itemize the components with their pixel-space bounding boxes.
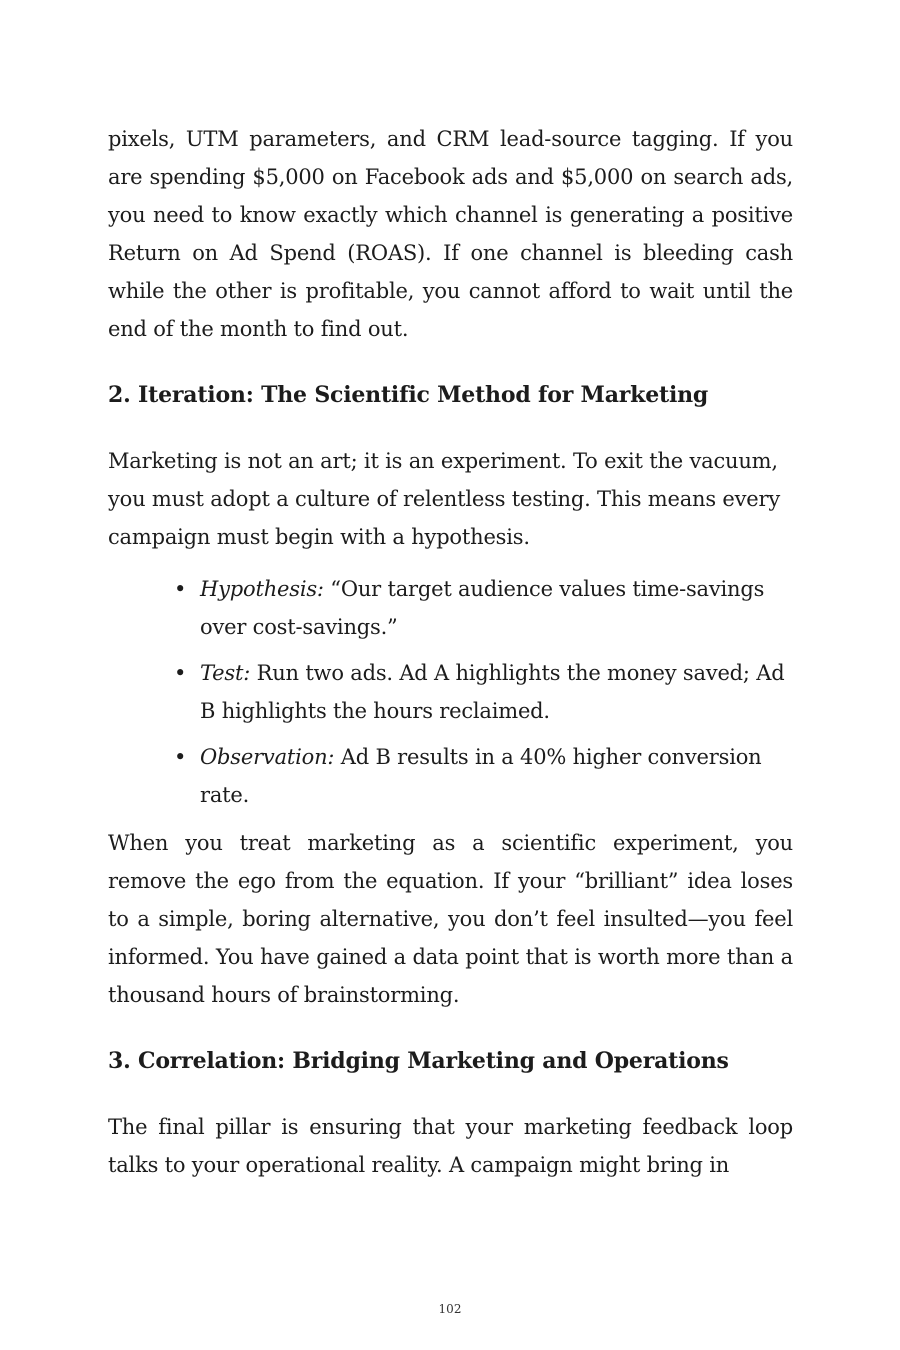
list-item bbox=[174, 654, 793, 730]
bullet-icon: • bbox=[174, 577, 187, 601]
bullet-icon: • bbox=[174, 661, 187, 685]
bullet-term: Observation: bbox=[200, 745, 335, 769]
heading-correlation: 3. Correlation: Bridging Marketing and Operations bbox=[108, 1048, 729, 1074]
paragraph-final-pillar: The final pillar is ensuring that your marketing feedback loop talks to your operational reality. A campaign might bring in bbox=[108, 1115, 793, 1177]
bullet-term: Test: bbox=[200, 661, 251, 685]
page-number: 102 bbox=[438, 1302, 462, 1316]
bullet-text: “Our target audience values time-savings over cost-savings.” bbox=[200, 577, 765, 639]
bullet-icon: • bbox=[174, 745, 187, 769]
bullet-list bbox=[108, 570, 793, 814]
page-content bbox=[108, 120, 793, 1184]
paragraph-experiment: Marketing is not an art; it is an experiment. To exit the vacuum, you must adopt a culture of relentless testing. This means every campaign must begin with a hypothesis. bbox=[108, 449, 781, 549]
paragraph-roas: pixels, UTM parameters, and CRM lead-source tagging. If you are spending $5,000 on Facebook ads and $5,000 on search ads, you need to know exactly which channel is generating a positive Return on Ad Spend (ROAS). If one channel is bleeding cash while the other is profitable, you cannot afford to wait until the end of the month to find out. bbox=[108, 127, 793, 341]
heading-iteration: 2. Iteration: The Scientific Method for Marketing bbox=[108, 382, 709, 408]
paragraph-scientific: When you treat marketing as a scientific experiment, you remove the ego from the equation. If your “brilliant” idea loses to a simple, boring alternative, you don’t feel insulted—you feel informed. You have gained a data point that is worth more than a thousand hours of brainstorming. bbox=[108, 831, 793, 1007]
list-item bbox=[174, 738, 793, 814]
bullet-text: Run two ads. Ad A highlights the money saved; Ad B highlights the hours reclaimed. bbox=[200, 661, 785, 723]
list-item bbox=[174, 570, 793, 646]
bullet-text: Ad B results in a 40% higher conversion rate. bbox=[200, 745, 762, 807]
bullet-term: Hypothesis: bbox=[200, 577, 324, 601]
